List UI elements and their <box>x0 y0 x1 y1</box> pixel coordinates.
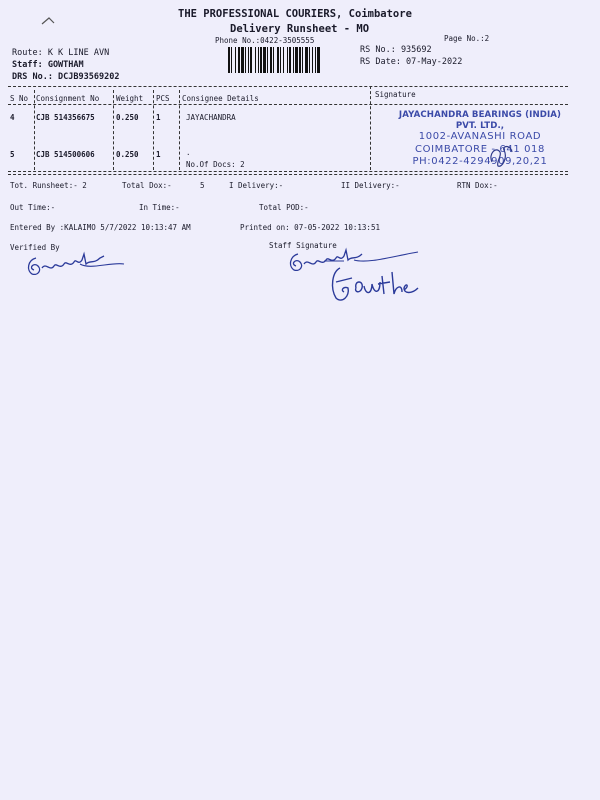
table-row-weight: 0.250 <box>116 113 139 122</box>
staff-signature-2 <box>326 258 436 308</box>
page-number: Page No.:2 <box>444 34 490 43</box>
barcode <box>228 47 352 73</box>
table-row-pcs: 1 <box>156 150 161 159</box>
phone-number: Phone No.:0422-3505555 <box>215 36 315 45</box>
total-dox-value: 5 <box>200 181 205 190</box>
tot-runsheet: Tot. Runsheet:- 2 <box>10 181 87 190</box>
verified-by-label: Verified By <box>10 243 60 252</box>
ii-delivery: II Delivery:- <box>341 181 400 190</box>
barcode-stripe <box>320 47 322 73</box>
stamp-line-1: JAYACHANDRA BEARINGS (INDIA) PVT. LTD., <box>398 110 562 131</box>
document-subtitle: Delivery Runsheet - MO <box>230 23 370 35</box>
stamp-line-2: 1002-AVANASHI ROAD <box>418 131 542 143</box>
table-row-consignee: . <box>186 148 191 157</box>
rs-number: RS No.: 935692 <box>360 45 432 55</box>
table-row-weight: 0.250 <box>116 150 139 159</box>
header-sno: S No <box>10 94 29 103</box>
header-signature: Signature <box>375 90 416 99</box>
rs-date: RS Date: 07-May-2022 <box>360 57 463 67</box>
corner-mark <box>40 14 60 30</box>
rtn-dox: RTN Dox:- <box>457 181 498 190</box>
table-bottom-rule-2 <box>8 174 568 175</box>
col-divider <box>370 86 371 170</box>
no-of-docs: No.Of Docs: 2 <box>186 160 245 169</box>
col-divider <box>153 90 154 170</box>
header-weight: Weight <box>116 94 144 103</box>
staff-label: Staff: GOWTHAM <box>12 60 84 70</box>
header-pcs: PCS <box>156 94 170 103</box>
stamp-line-4: PH:0422-4294909,20,21 <box>412 156 548 168</box>
header-consignment-no: Consignment No <box>36 94 100 103</box>
document-title: THE PROFESSIONAL COURIERS, Coimbatore <box>178 8 412 20</box>
table-row-consignee: JAYACHANDRA <box>186 113 236 122</box>
in-time: In Time:- <box>139 203 180 212</box>
table-row-sno: 5 <box>10 150 15 159</box>
stamp-initial-signature <box>486 140 516 170</box>
col-divider <box>179 90 180 170</box>
stamp-line-3: COIMBATORE - 641 018 <box>415 143 545 155</box>
table-row-consignment: CJB 514500606 <box>36 150 95 159</box>
company-stamp <box>390 110 570 169</box>
header-consignee-details: Consignee Details <box>182 94 259 103</box>
entered-by: Entered By :KALAIMO 5/7/2022 10:13:47 AM <box>10 223 191 232</box>
table-header-rule <box>8 104 568 105</box>
col-divider <box>34 90 35 170</box>
table-row-sno: 4 <box>10 113 15 122</box>
table-row-consignment: CJB 514356675 <box>36 113 95 122</box>
total-pod: Total POD:- <box>259 203 309 212</box>
i-delivery: I Delivery:- <box>229 181 284 190</box>
verified-by-signature <box>20 250 130 286</box>
table-bottom-rule <box>8 171 568 172</box>
table-top-rule <box>8 86 568 87</box>
total-dox-label: Total Dox:- <box>122 181 172 190</box>
staff-signature-label: Staff Signature <box>269 241 337 250</box>
table-row-pcs: 1 <box>156 113 161 122</box>
out-time: Out Time:- <box>10 203 56 212</box>
drs-number: DRS No.: DCJB93569202 <box>12 72 120 82</box>
printed-on: Printed on: 07-05-2022 10:13:51 <box>240 223 380 232</box>
route-label: Route: K K LINE AVN <box>12 48 110 58</box>
col-divider <box>113 90 114 170</box>
